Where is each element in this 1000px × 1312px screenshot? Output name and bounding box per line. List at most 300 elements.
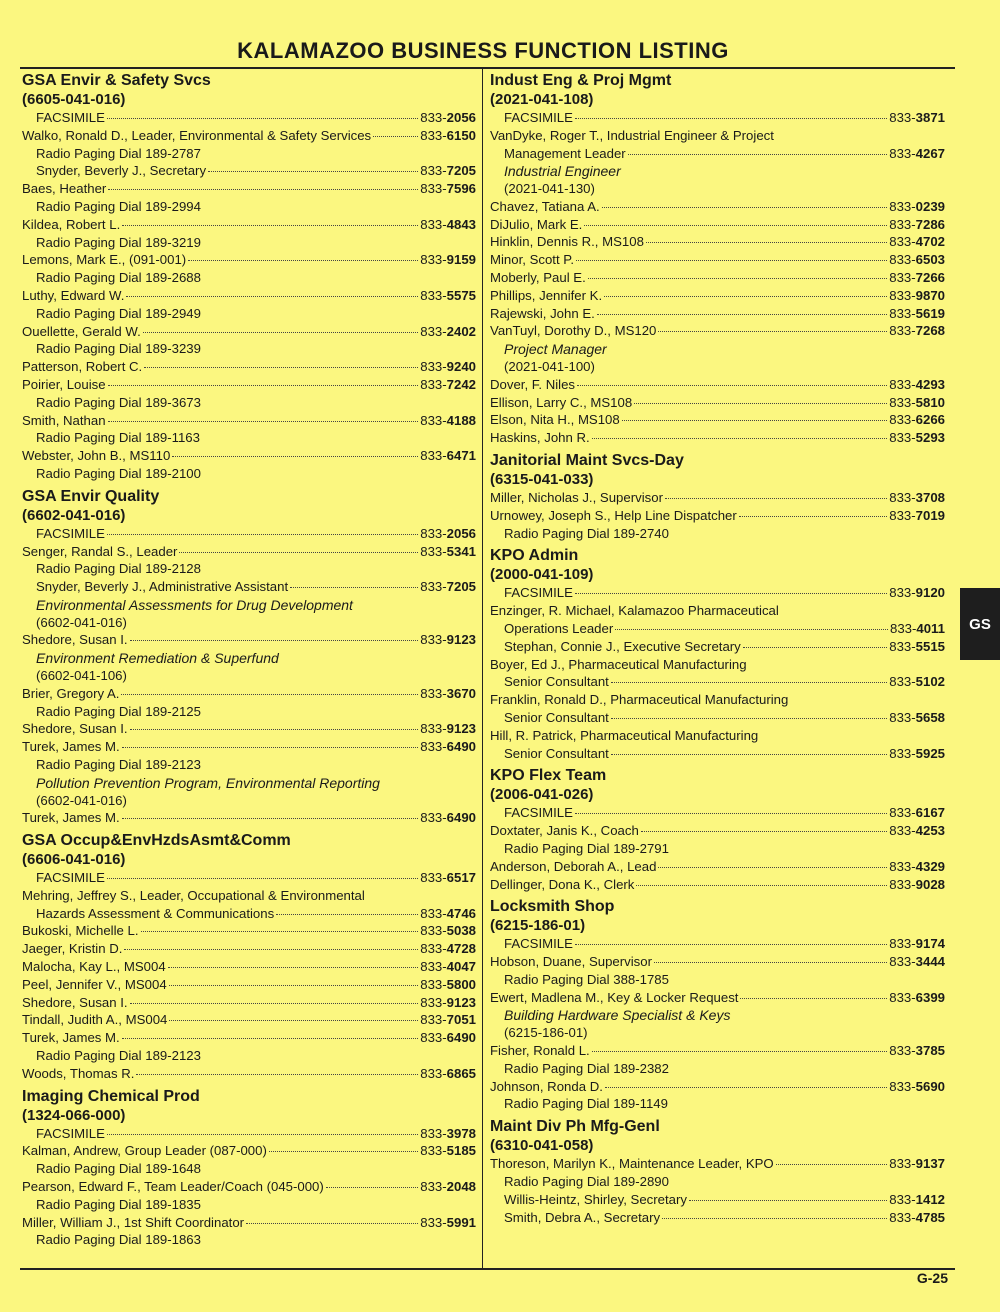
phone-number[interactable] bbox=[889, 109, 945, 127]
phone-extension: 2056 bbox=[446, 525, 476, 541]
entry-name: Woods, Thomas R. bbox=[22, 1065, 135, 1081]
note-text: Franklin, Ronald D., Pharmaceutical Manufacturing bbox=[490, 692, 789, 708]
listing-entry bbox=[22, 127, 476, 145]
section-tab-gs[interactable] bbox=[960, 588, 1000, 660]
phone-number[interactable] bbox=[889, 429, 945, 447]
entry-name: DiJulio, Mark E. bbox=[490, 216, 583, 232]
phone-number[interactable] bbox=[420, 685, 476, 703]
dot-leader bbox=[584, 225, 887, 226]
phone-prefix: 833- bbox=[889, 412, 916, 428]
phone-number[interactable] bbox=[889, 233, 945, 251]
listing-entry bbox=[490, 822, 945, 840]
phone-number[interactable] bbox=[889, 269, 945, 287]
phone-number[interactable] bbox=[889, 287, 945, 305]
phone-number[interactable] bbox=[889, 584, 945, 602]
phone-number[interactable] bbox=[889, 804, 945, 822]
dot-leader bbox=[108, 385, 419, 386]
phone-prefix: 833- bbox=[889, 216, 916, 232]
section-title: KPO Admin bbox=[490, 547, 579, 565]
phone-prefix: 833- bbox=[889, 394, 916, 410]
listing-entry bbox=[22, 376, 476, 394]
listing-entry bbox=[22, 940, 476, 958]
entry-name: Shedore, Susan I. bbox=[22, 994, 128, 1010]
listing-entry bbox=[490, 233, 945, 251]
listing-entry bbox=[22, 1125, 476, 1143]
entry-name: Miller, William J., 1st Shift Coordinator bbox=[22, 1214, 245, 1230]
phone-extension: 6490 bbox=[446, 1030, 476, 1046]
left-column bbox=[22, 71, 476, 1253]
phone-number[interactable] bbox=[889, 673, 945, 691]
phone-prefix: 833- bbox=[420, 810, 447, 826]
listing-entry bbox=[22, 525, 476, 543]
phone-number[interactable] bbox=[420, 109, 476, 127]
listing-section bbox=[490, 546, 945, 762]
phone-number[interactable] bbox=[889, 507, 945, 525]
phone-number[interactable] bbox=[420, 412, 476, 430]
dot-leader bbox=[654, 962, 887, 963]
phone-number[interactable] bbox=[420, 1214, 476, 1232]
section-code: (1324-066-000) bbox=[22, 1106, 126, 1124]
phone-extension: 9120 bbox=[915, 585, 945, 601]
phone-extension: 4746 bbox=[446, 905, 476, 921]
listing-entry bbox=[490, 322, 945, 340]
entry-name: Senger, Randal S., Leader bbox=[22, 543, 178, 559]
phone-prefix: 833- bbox=[889, 936, 916, 952]
entry-name: Snyder, Beverly J., Secretary bbox=[36, 163, 207, 179]
entry-name: FACSIMILE bbox=[36, 110, 105, 125]
phone-extension: 6517 bbox=[446, 870, 476, 885]
phone-number[interactable] bbox=[889, 989, 945, 1007]
phone-extension: 5575 bbox=[446, 287, 476, 303]
subsection-title: Industrial Engineer bbox=[504, 163, 621, 180]
phone-number[interactable] bbox=[420, 376, 476, 394]
phone-extension: 7268 bbox=[915, 323, 945, 339]
phone-extension: 6399 bbox=[915, 989, 945, 1005]
section-title: Maint Div Ph Mfg-Genl bbox=[490, 1118, 660, 1136]
dot-leader bbox=[143, 332, 419, 333]
phone-extension: 4329 bbox=[915, 858, 945, 874]
phone-number[interactable] bbox=[420, 976, 476, 994]
phone-prefix: 833- bbox=[420, 941, 447, 957]
phone-number[interactable] bbox=[889, 858, 945, 876]
phone-number[interactable] bbox=[420, 809, 476, 827]
entry-name: Chavez, Tatiana A. bbox=[490, 198, 600, 214]
phone-number[interactable] bbox=[420, 323, 476, 341]
phone-extension: 4843 bbox=[446, 216, 476, 232]
listing-section bbox=[22, 831, 476, 1083]
entry-name: Turek, James M. bbox=[22, 810, 120, 826]
section-title: GSA Envir Quality bbox=[22, 487, 160, 505]
entry-name: Kalman, Andrew, Group Leader (087-000) bbox=[22, 1143, 267, 1159]
listing-entry bbox=[490, 638, 945, 656]
section-tab-label: GS bbox=[969, 615, 991, 633]
phone-number[interactable] bbox=[889, 376, 945, 394]
section-title: Imaging Chemical Prod bbox=[22, 1087, 200, 1105]
phone-number[interactable] bbox=[889, 489, 945, 507]
phone-number[interactable] bbox=[420, 1142, 476, 1160]
listing-note bbox=[490, 971, 945, 989]
section-code: (6602-041-016) bbox=[22, 506, 126, 524]
phone-extension: 3444 bbox=[915, 954, 945, 970]
listing-entry bbox=[490, 673, 945, 691]
note-text: Radio Paging Dial 189-2890 bbox=[504, 1173, 669, 1189]
listing-note bbox=[490, 602, 945, 620]
phone-extension: 6150 bbox=[446, 127, 476, 143]
dot-leader bbox=[172, 456, 418, 457]
listing-entry bbox=[490, 1078, 945, 1096]
entry-name: Senior Consultant bbox=[504, 709, 609, 725]
listing-note bbox=[22, 429, 476, 447]
phone-number[interactable] bbox=[420, 869, 476, 887]
phone-number[interactable] bbox=[889, 1155, 945, 1173]
listing-entry bbox=[22, 216, 476, 234]
listing-section bbox=[490, 897, 945, 1113]
phone-number[interactable] bbox=[889, 305, 945, 323]
phone-number[interactable] bbox=[889, 876, 945, 894]
phone-extension: 5185 bbox=[446, 1143, 476, 1159]
phone-extension: 3978 bbox=[446, 1125, 476, 1141]
subsection-code: (6215-186-01) bbox=[504, 1025, 588, 1041]
note-text: VanDyke, Roger T., Industrial Engineer & Project bbox=[490, 127, 774, 143]
top-rule bbox=[20, 67, 955, 69]
phone-prefix: 833- bbox=[420, 359, 447, 375]
phone-number[interactable] bbox=[420, 358, 476, 376]
dot-leader bbox=[611, 754, 887, 755]
dot-leader bbox=[740, 998, 887, 999]
entry-name: Webster, John B., MS110 bbox=[22, 448, 171, 464]
phone-extension: 2048 bbox=[446, 1178, 476, 1194]
entry-name: Operations Leader bbox=[504, 620, 614, 636]
listing-entry bbox=[22, 685, 476, 703]
listing-note bbox=[490, 525, 945, 543]
note-text: Radio Paging Dial 189-2100 bbox=[36, 465, 201, 481]
phone-number[interactable] bbox=[889, 198, 945, 216]
phone-extension: 9123 bbox=[446, 632, 476, 648]
listing-entry bbox=[490, 953, 945, 971]
entry-name: Johnson, Ronda D. bbox=[490, 1078, 603, 1094]
entry-name: Fisher, Ronald L. bbox=[490, 1042, 590, 1058]
listing-entry bbox=[490, 584, 945, 602]
note-text: Radio Paging Dial 189-3239 bbox=[36, 341, 201, 357]
phone-number[interactable] bbox=[420, 525, 476, 543]
phone-extension: 5658 bbox=[915, 709, 945, 725]
phone-number[interactable] bbox=[889, 322, 945, 340]
phone-number[interactable] bbox=[420, 447, 476, 465]
listing-entry bbox=[490, 1042, 945, 1060]
note-text: Radio Paging Dial 189-1863 bbox=[36, 1232, 201, 1248]
phone-prefix: 833- bbox=[889, 234, 916, 250]
phone-prefix: 833- bbox=[420, 870, 447, 885]
phone-prefix: 833- bbox=[889, 709, 916, 725]
phone-prefix: 833- bbox=[420, 1030, 447, 1046]
phone-number[interactable] bbox=[420, 720, 476, 738]
dot-leader bbox=[739, 516, 887, 517]
phone-extension: 4253 bbox=[915, 823, 945, 839]
subsection-code: (6602-041-016) bbox=[36, 792, 127, 808]
listing-entry bbox=[22, 958, 476, 976]
dot-leader bbox=[622, 420, 888, 421]
phone-number[interactable] bbox=[420, 994, 476, 1012]
listing-entry bbox=[22, 922, 476, 940]
phone-extension: 7205 bbox=[446, 579, 476, 595]
entry-name: Turek, James M. bbox=[22, 1030, 120, 1046]
dot-leader bbox=[373, 136, 418, 137]
dot-leader bbox=[615, 629, 888, 630]
dot-leader bbox=[592, 438, 888, 439]
phone-number[interactable] bbox=[420, 1029, 476, 1047]
note-text: Radio Paging Dial 189-1149 bbox=[504, 1096, 668, 1112]
listing-note bbox=[490, 656, 945, 674]
phone-number[interactable] bbox=[889, 638, 945, 656]
note-text: Radio Paging Dial 189-2787 bbox=[36, 145, 201, 161]
phone-number[interactable] bbox=[889, 251, 945, 269]
phone-number[interactable] bbox=[420, 127, 476, 145]
phone-number[interactable] bbox=[420, 180, 476, 198]
phone-extension: 7019 bbox=[915, 507, 945, 523]
phone-prefix: 833- bbox=[420, 721, 447, 737]
dot-leader bbox=[658, 867, 887, 868]
entry-name: Smith, Debra A., Secretary bbox=[504, 1209, 661, 1225]
phone-prefix: 833- bbox=[889, 270, 916, 286]
entry-name: Moberly, Paul E. bbox=[490, 270, 586, 286]
listing-entry bbox=[490, 251, 945, 269]
phone-number[interactable] bbox=[889, 411, 945, 429]
phone-prefix: 833- bbox=[420, 958, 447, 974]
dot-leader bbox=[575, 813, 887, 814]
dot-leader bbox=[743, 647, 887, 648]
phone-number[interactable] bbox=[420, 958, 476, 976]
phone-prefix: 833- bbox=[420, 287, 447, 303]
phone-number[interactable] bbox=[420, 1065, 476, 1083]
entry-name: Rajewski, John E. bbox=[490, 305, 595, 321]
phone-number[interactable] bbox=[889, 1042, 945, 1060]
dot-leader bbox=[597, 314, 887, 315]
column-divider bbox=[482, 68, 483, 1268]
listing-entry bbox=[22, 809, 476, 827]
dot-leader bbox=[130, 729, 419, 730]
subsection-title: Building Hardware Specialist & Keys bbox=[504, 1007, 731, 1024]
phone-number[interactable] bbox=[889, 935, 945, 953]
phone-extension: 3785 bbox=[915, 1042, 945, 1058]
phone-extension: 3670 bbox=[446, 685, 476, 701]
phone-extension: 9159 bbox=[446, 252, 476, 268]
phone-prefix: 833- bbox=[889, 376, 916, 392]
dot-leader bbox=[124, 949, 418, 950]
phone-number[interactable] bbox=[420, 216, 476, 234]
listing-note bbox=[490, 727, 945, 745]
listing-entry bbox=[22, 447, 476, 465]
phone-extension: 4702 bbox=[915, 234, 945, 250]
phone-extension: 5800 bbox=[446, 976, 476, 992]
phone-extension: 7266 bbox=[915, 270, 945, 286]
phone-extension: 7242 bbox=[446, 376, 476, 392]
entry-name: Ewert, Madlena M., Key & Locker Request bbox=[490, 989, 739, 1005]
listing-entry bbox=[490, 269, 945, 287]
listing-note bbox=[22, 340, 476, 358]
phone-extension: 9870 bbox=[915, 287, 945, 303]
phone-number[interactable] bbox=[889, 1209, 945, 1227]
section-code: (6215-186-01) bbox=[490, 917, 586, 935]
phone-number[interactable] bbox=[889, 394, 945, 412]
phone-extension: 4188 bbox=[446, 412, 476, 428]
phone-extension: 4011 bbox=[916, 620, 945, 636]
phone-extension: 9028 bbox=[915, 876, 945, 892]
phone-number[interactable] bbox=[420, 631, 476, 649]
phone-prefix: 833- bbox=[889, 674, 916, 690]
phone-number[interactable] bbox=[420, 1178, 476, 1196]
phone-number[interactable] bbox=[889, 709, 945, 727]
entry-name: Kildea, Robert L. bbox=[22, 216, 121, 232]
phone-number[interactable] bbox=[420, 251, 476, 269]
note-text: Radio Paging Dial 189-3219 bbox=[36, 234, 201, 250]
note-text: Mehring, Jeffrey S., Leader, Occupational & Environmental bbox=[22, 887, 365, 903]
phone-number[interactable] bbox=[889, 953, 945, 971]
listing-note bbox=[22, 1231, 476, 1249]
dot-leader bbox=[122, 1038, 419, 1039]
phone-extension: 5515 bbox=[915, 638, 945, 654]
entry-name: Poirier, Louise bbox=[22, 376, 106, 392]
listing-entry bbox=[22, 251, 476, 269]
dot-leader bbox=[577, 385, 887, 386]
phone-number[interactable] bbox=[420, 1125, 476, 1143]
note-text: Radio Paging Dial 189-1648 bbox=[36, 1161, 201, 1177]
phone-number[interactable] bbox=[420, 940, 476, 958]
listing-section bbox=[22, 1087, 476, 1250]
dot-leader bbox=[689, 1200, 887, 1201]
phone-number[interactable] bbox=[889, 822, 945, 840]
listing-entry bbox=[490, 804, 945, 822]
dot-leader bbox=[636, 885, 887, 886]
listing-entry bbox=[490, 489, 945, 507]
section-title: Locksmith Shop bbox=[490, 898, 615, 916]
phone-prefix: 833- bbox=[420, 1012, 447, 1028]
note-text: Radio Paging Dial 189-2688 bbox=[36, 270, 201, 286]
phone-extension: 4267 bbox=[915, 145, 945, 161]
entry-name: Hobson, Duane, Supervisor bbox=[490, 954, 653, 970]
phone-prefix: 833- bbox=[420, 323, 447, 339]
listing-entry bbox=[22, 738, 476, 756]
phone-extension: 5293 bbox=[915, 430, 945, 446]
phone-extension: 0239 bbox=[915, 198, 945, 214]
phone-number[interactable] bbox=[420, 738, 476, 756]
dot-leader bbox=[290, 587, 418, 588]
phone-number[interactable] bbox=[890, 620, 945, 638]
listing-entry bbox=[490, 1209, 945, 1227]
phone-number[interactable] bbox=[889, 745, 945, 763]
phone-number[interactable] bbox=[889, 1191, 945, 1209]
phone-prefix: 833- bbox=[420, 685, 447, 701]
phone-extension: 5925 bbox=[915, 745, 945, 761]
dot-leader bbox=[130, 640, 419, 641]
dot-leader bbox=[665, 498, 887, 499]
phone-number[interactable] bbox=[889, 145, 945, 163]
dot-leader bbox=[246, 1223, 418, 1224]
dot-leader bbox=[646, 242, 887, 243]
dot-leader bbox=[576, 260, 887, 261]
entry-name: FACSIMILE bbox=[36, 525, 105, 541]
note-text: Hill, R. Patrick, Pharmaceutical Manufacturing bbox=[490, 727, 759, 743]
phone-number[interactable] bbox=[889, 216, 945, 234]
entry-name: FACSIMILE bbox=[36, 870, 105, 885]
listing-section bbox=[490, 766, 945, 893]
entry-name: FACSIMILE bbox=[36, 1125, 105, 1141]
dot-leader bbox=[604, 296, 887, 297]
listing-note bbox=[22, 1160, 476, 1178]
phone-prefix: 833- bbox=[889, 323, 916, 339]
subsection-code: (2021-041-130) bbox=[504, 181, 595, 197]
listing-section bbox=[490, 71, 945, 447]
phone-prefix: 833- bbox=[889, 110, 916, 125]
phone-extension: 5619 bbox=[915, 305, 945, 321]
note-text: Radio Paging Dial 189-2382 bbox=[504, 1060, 669, 1076]
phone-prefix: 833- bbox=[420, 110, 447, 125]
phone-number[interactable] bbox=[420, 922, 476, 940]
phone-extension: 6471 bbox=[446, 448, 476, 464]
phone-prefix: 833- bbox=[889, 858, 916, 874]
listing-section bbox=[22, 71, 476, 483]
phone-prefix: 833- bbox=[420, 1214, 447, 1230]
dot-leader bbox=[169, 1020, 418, 1021]
listing-entry bbox=[490, 429, 945, 447]
entry-name: Pearson, Edward F., Team Leader/Coach (045-000) bbox=[22, 1178, 324, 1194]
note-text: Radio Paging Dial 189-2994 bbox=[36, 198, 201, 214]
listing-entry bbox=[490, 858, 945, 876]
entry-name: VanTuyl, Dorothy D., MS120 bbox=[490, 323, 657, 339]
phone-prefix: 833- bbox=[889, 620, 917, 636]
listing-entry bbox=[490, 109, 945, 127]
phone-extension: 6266 bbox=[915, 412, 945, 428]
entry-name: Tindall, Judith A., MS004 bbox=[22, 1012, 168, 1028]
listing-entry bbox=[22, 1142, 476, 1160]
dot-leader bbox=[108, 189, 418, 190]
entry-name: Shedore, Susan I. bbox=[22, 721, 128, 737]
dot-leader bbox=[575, 944, 887, 945]
phone-prefix: 833- bbox=[889, 287, 916, 303]
listing-entry bbox=[490, 989, 945, 1007]
listing-entry bbox=[490, 394, 945, 412]
dot-leader bbox=[662, 1218, 887, 1219]
entry-name: Miller, Nicholas J., Supervisor bbox=[490, 489, 663, 505]
entry-name: Peel, Jennifer V., MS004 bbox=[22, 976, 167, 992]
entry-name: Senior Consultant bbox=[504, 674, 609, 690]
phone-number[interactable] bbox=[420, 905, 476, 923]
phone-number[interactable] bbox=[420, 162, 476, 180]
listing-entry bbox=[490, 376, 945, 394]
listing-entry bbox=[22, 323, 476, 341]
listing-note bbox=[22, 465, 476, 483]
listing-entry bbox=[22, 905, 476, 923]
entry-name: Elson, Nita H., MS108 bbox=[490, 412, 620, 428]
phone-prefix: 833- bbox=[420, 1065, 447, 1081]
phone-number[interactable] bbox=[420, 543, 476, 561]
phone-extension: 6503 bbox=[915, 252, 945, 268]
phone-extension: 9240 bbox=[446, 359, 476, 375]
listing-note bbox=[22, 234, 476, 252]
listing-entry bbox=[22, 412, 476, 430]
listing-note bbox=[490, 691, 945, 709]
listing-entry bbox=[22, 631, 476, 649]
subsection-code: (6602-041-106) bbox=[36, 668, 127, 684]
page-number: G-25 bbox=[916, 1270, 948, 1286]
phone-number[interactable] bbox=[889, 1078, 945, 1096]
phone-prefix: 833- bbox=[420, 1143, 447, 1159]
phone-number[interactable] bbox=[420, 1011, 476, 1029]
entry-name: Jaeger, Kristin D. bbox=[22, 941, 123, 957]
phone-number[interactable] bbox=[420, 287, 476, 305]
note-text: Radio Paging Dial 189-2123 bbox=[36, 756, 201, 772]
subsection-title: Project Manager bbox=[504, 341, 607, 358]
phone-number[interactable] bbox=[420, 578, 476, 596]
